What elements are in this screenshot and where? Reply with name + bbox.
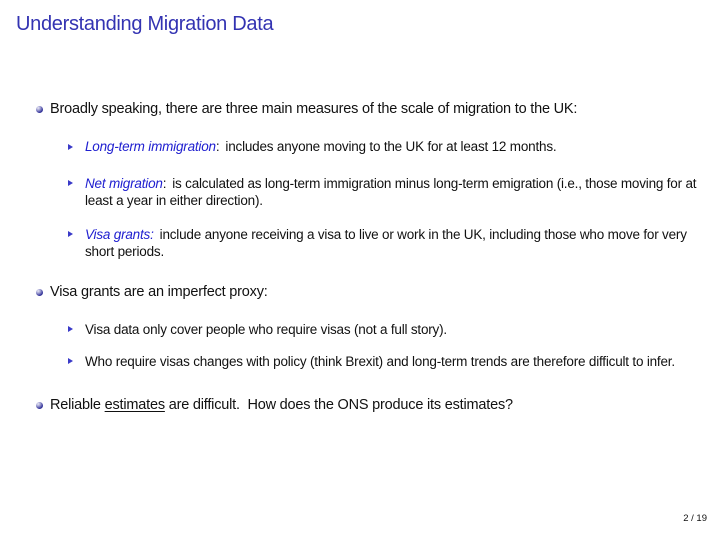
- triangle-bullet-icon: [68, 144, 73, 150]
- slide-body: [36, 96, 700, 414]
- triangle-bullet-icon: [68, 231, 73, 237]
- sub-bullet-text: [85, 138, 556, 156]
- triangle-bullet-icon: [68, 180, 73, 186]
- bullet-item: [36, 100, 697, 118]
- term-separator: :: [215, 139, 220, 155]
- sub-bullet-item: [68, 175, 700, 210]
- triangle-bullet-icon: [68, 358, 73, 364]
- ball-bullet-icon: [36, 106, 43, 113]
- emphasized-term: Net migration: [85, 175, 163, 191]
- emphasized-term: Long-term immigration: [85, 139, 216, 155]
- bullet-item: [36, 396, 697, 414]
- sub-bullet-body: include anyone receiving a visa to live or work in the UK, including those who move for very short periods.: [85, 226, 691, 260]
- emphasized-term: Visa grants:: [85, 226, 154, 242]
- sub-bullet-text: [85, 226, 697, 261]
- sub-bullet-text: [85, 175, 700, 210]
- sub-bullet-item: [68, 353, 697, 371]
- sub-bullet-item: [68, 138, 697, 156]
- term-separator: :: [162, 175, 167, 191]
- sub-bullet-body: is calculated as long-term immigration minus long-term emigration (i.e., those moving for at least a year in either direction).: [85, 175, 700, 209]
- bullet-text-prefix: Reliable: [50, 397, 105, 414]
- sub-bullet-item: [68, 321, 697, 339]
- slide-title: Understanding Migration Data: [16, 13, 274, 35]
- bullet-text-suffix: are difficult. How does the ONS produce its estimates?: [164, 397, 513, 414]
- sub-bullet-body: includes anyone moving to the UK for at least 12 months.: [225, 139, 557, 155]
- sub-bullet-item: [68, 226, 697, 261]
- ball-bullet-icon: [36, 402, 43, 409]
- bullet-text: Visa grants are an imperfect proxy:: [50, 283, 268, 300]
- underlined-word: estimates: [104, 397, 165, 414]
- page-indicator: 2 / 19: [683, 513, 707, 524]
- ball-bullet-icon: [36, 289, 43, 296]
- bullet-item: [36, 283, 697, 301]
- triangle-bullet-icon: [68, 326, 73, 332]
- sub-bullet-text: Who require visas changes with policy (think Brexit) and long-term trends are therefore difficult to infer.: [85, 353, 675, 369]
- bullet-text: [50, 396, 513, 414]
- sub-bullet-text: Visa data only cover people who require visas (not a full story).: [85, 321, 447, 337]
- bullet-text: Broadly speaking, there are three main measures of the scale of migration to the UK:: [50, 101, 578, 117]
